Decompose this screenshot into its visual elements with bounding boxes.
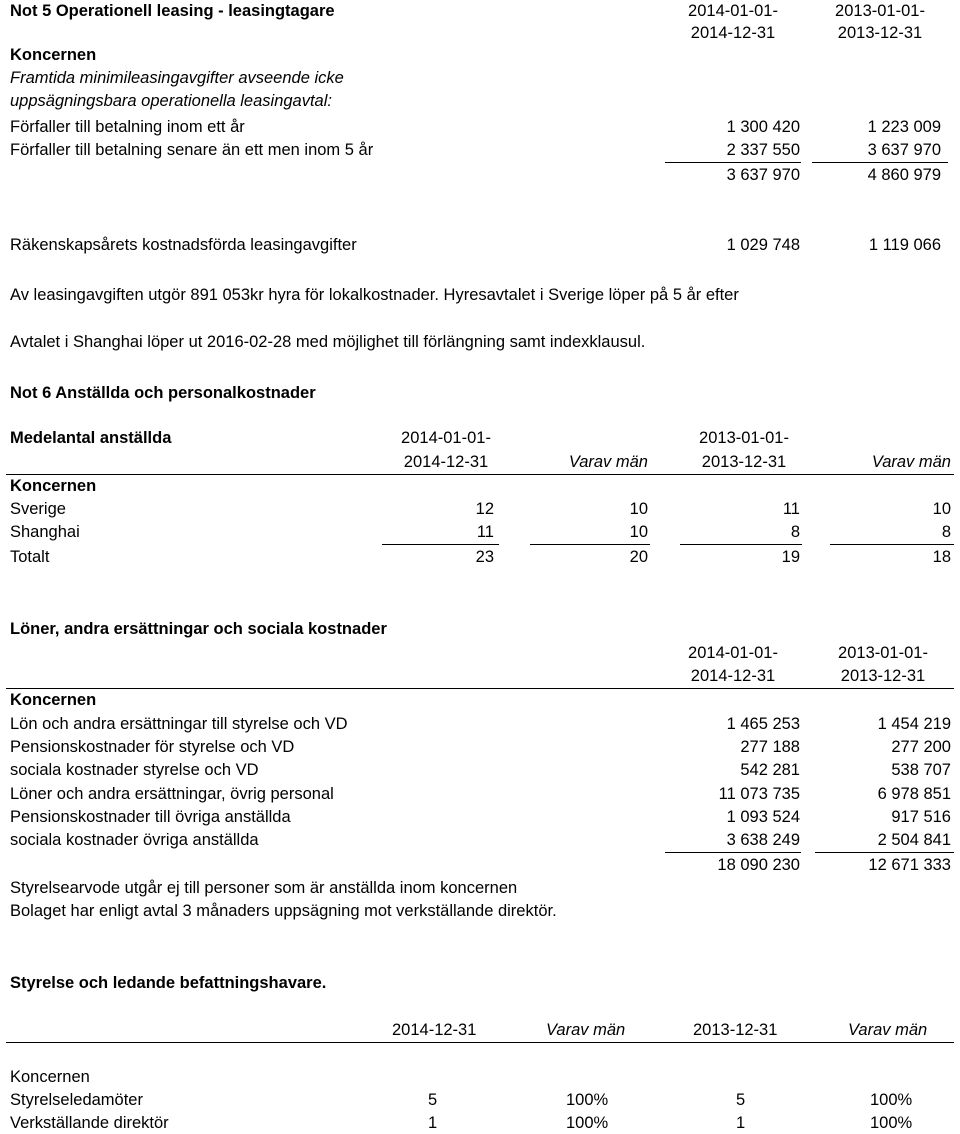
salaries-note-1: Styrelsearvode utgår ej till personer som är anställda inom koncernen [10,879,518,897]
employees-col-a-line1: 2014-01-01- [401,429,491,447]
lease-row-value-a: 2 337 550 [726,141,800,159]
note5-period-b-line1: 2013-01-01- [835,2,925,20]
lease-row-value-b: 3 637 970 [867,141,941,159]
expensed-label: Räkenskapsårets kostnadsförda leasingavgifter [10,236,357,254]
note5-intro-line2: uppsägningsbara operationella leasingavtal: [10,92,332,110]
employees-col-b-line2: 2013-12-31 [701,453,787,471]
note5-period-a-line2: 2014-12-31 [690,24,776,42]
header-rule [6,688,954,689]
salaries-row-label: Pensionskostnader för styrelse och VD [10,738,295,756]
employees-row-label: Shanghai [10,523,80,541]
sum-line [665,852,801,853]
board-col-men-b: Varav män [848,1021,928,1039]
board-heading: Styrelse och ledande befattningshavare. [10,974,327,992]
employees-col-men-b: Varav män [871,453,951,471]
employees-total-a: 23 [475,548,494,566]
salaries-row-label: sociala kostnader styrelse och VD [10,761,259,779]
employees-row-a: 11 [476,523,494,541]
sum-line [665,162,801,163]
lease-row-value-a: 1 300 420 [726,118,800,136]
note5-group: Koncernen [10,46,97,64]
employees-row-men-a: 10 [629,523,648,541]
lease-total-b: 4 860 979 [867,166,941,184]
lease-row-value-b: 1 223 009 [867,118,941,136]
sum-line [382,544,499,545]
salaries-total-b: 12 671 333 [868,856,951,874]
salaries-row-a: 1 093 524 [726,808,800,826]
employees-row-men-b: 10 [932,500,951,518]
salaries-row-label: Lön och andra ersättningar till styrelse och VD [10,715,348,733]
employees-total-men-b: 18 [932,548,951,566]
salaries-group: Koncernen [10,691,97,709]
board-col-a: 2014-12-31 [392,1021,477,1039]
note5-intro-line1: Framtida minimileasingavgifter avseende icke [10,69,344,87]
employees-row-b: 8 [790,523,800,541]
header-rule [6,1042,954,1043]
sum-line [812,162,948,163]
board-col-b: 2013-12-31 [693,1021,778,1039]
employees-row-men-a: 10 [629,500,648,518]
salaries-row-b: 538 707 [891,761,951,779]
employees-col-b-line1: 2013-01-01- [699,429,789,447]
note5-title: Not 5 Operationell leasing - leasingtagare [10,2,335,20]
employees-row-b: 11 [782,500,800,518]
employees-row-label: Sverige [10,500,66,518]
salaries-row-label: Pensionskostnader till övriga anställda [10,808,291,826]
board-row-a: 5 [428,1091,438,1109]
salaries-heading: Löner, andra ersättningar och sociala kostnader [10,620,387,638]
salaries-col-a-line1: 2014-01-01- [688,644,778,662]
salaries-row-b: 6 978 851 [877,785,951,803]
board-col-men-a: Varav män [546,1021,626,1039]
board-row-b: 1 [736,1114,746,1132]
employees-row-a: 12 [475,500,494,518]
lease-total-a: 3 637 970 [726,166,800,184]
board-row-label: Verkställande direktör [10,1114,169,1132]
salaries-row-a: 11 073 735 [718,785,800,803]
salaries-row-label: Löner och andra ersättningar, övrig personal [10,785,334,803]
sum-line [530,544,650,545]
board-row-label: Styrelseledamöter [10,1091,143,1109]
sum-line [830,544,954,545]
board-row-men-b: 100% [870,1114,913,1132]
sum-line [680,544,802,545]
salaries-note-2: Bolaget har enligt avtal 3 månaders uppsägning mot verkställande direktör. [10,902,557,920]
salaries-row-b: 2 504 841 [877,831,951,849]
board-row-a: 1 [428,1114,438,1132]
note6-title: Not 6 Anställda och personalkostnader [10,384,316,402]
expensed-value-b: 1 119 066 [868,236,941,254]
salaries-row-a: 3 638 249 [726,831,800,849]
salaries-row-a: 1 465 253 [726,715,800,733]
salaries-col-a-line2: 2014-12-31 [690,667,776,685]
lease-row-label: Förfaller till betalning senare än ett men inom 5 år [10,141,374,159]
salaries-col-b-line1: 2013-01-01- [838,644,928,662]
sum-line [815,852,954,853]
note5-text-1: Av leasingavgiften utgör 891 053kr hyra för lokalkostnader. Hyresavtalet i Sverige löper på 5 år efter [10,286,739,304]
employees-heading: Medelantal anställda [10,429,172,447]
employees-total-b: 19 [781,548,800,566]
employees-group: Koncernen [10,477,97,495]
note5-period-a-line1: 2014-01-01- [688,2,778,20]
salaries-row-label: sociala kostnader övriga anställda [10,831,259,849]
employees-col-a-line2: 2014-12-31 [403,453,489,471]
employees-col-men-a: Varav män [568,453,648,471]
expensed-value-a: 1 029 748 [726,236,800,254]
board-row-b: 5 [736,1091,746,1109]
board-row-men-b: 100% [870,1091,913,1109]
salaries-row-a: 277 188 [740,738,800,756]
note5-period-b-line2: 2013-12-31 [837,24,923,42]
lease-row-label: Förfaller till betalning inom ett år [10,118,245,136]
note5-text-2: Avtalet i Shanghai löper ut 2016-02-28 med möjlighet till förlängning samt indexklausul. [10,333,646,351]
employees-total-men-a: 20 [629,548,648,566]
salaries-total-a: 18 090 230 [717,856,800,874]
board-row-men-a: 100% [566,1091,609,1109]
employees-total-label: Totalt [10,548,50,566]
salaries-col-b-line2: 2013-12-31 [840,667,926,685]
employees-row-men-b: 8 [941,523,951,541]
salaries-row-b: 277 200 [891,738,951,756]
salaries-row-a: 542 281 [740,761,800,779]
header-rule [6,474,954,475]
salaries-row-b: 1 454 219 [877,715,951,733]
board-row-men-a: 100% [566,1114,609,1132]
board-group: Koncernen [10,1068,90,1086]
salaries-row-b: 917 516 [891,808,951,826]
